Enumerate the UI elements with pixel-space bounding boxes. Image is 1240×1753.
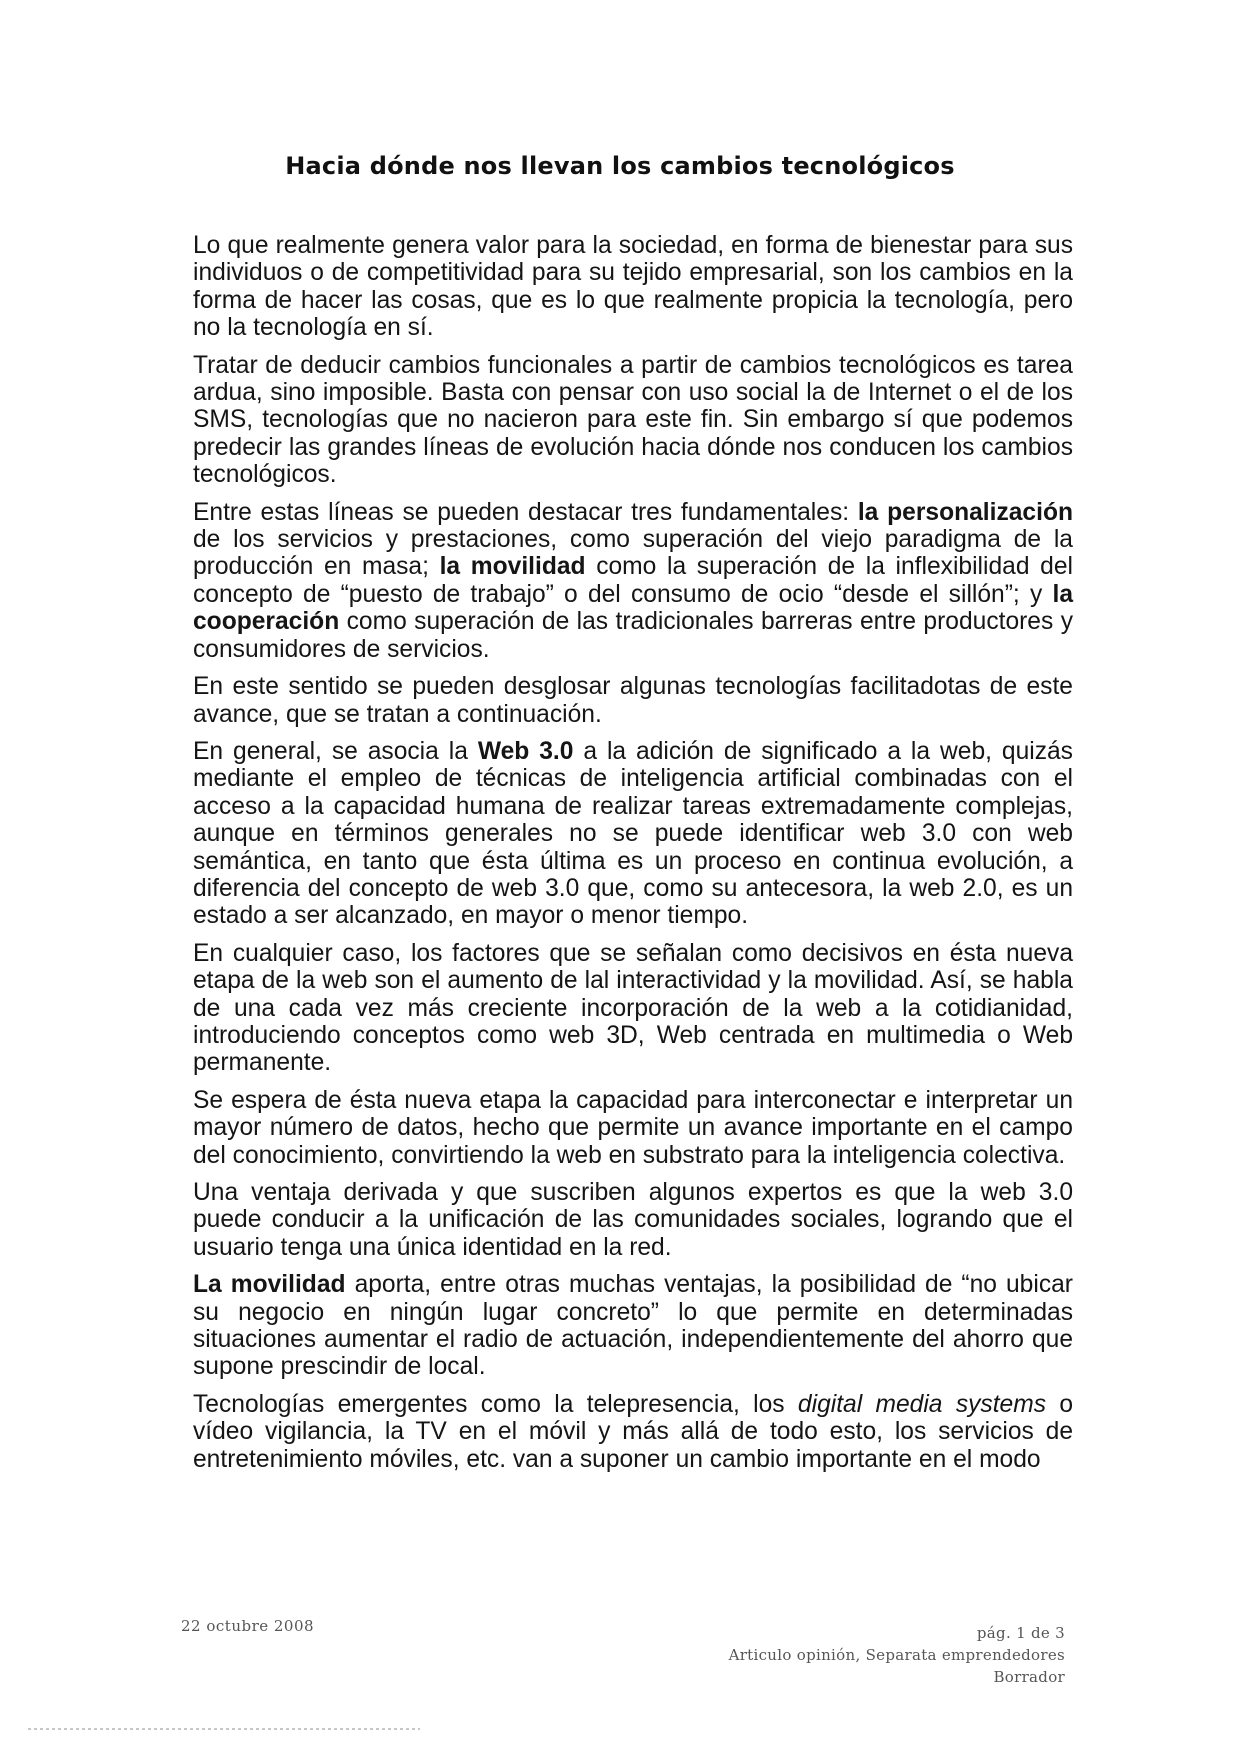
text-run: Entre estas líneas se pueden destacar tres fundamentales: bbox=[193, 498, 858, 526]
text-run: Lo que realmente genera valor para la sociedad, en forma de bienestar para sus individuos o de competitividad para su tejido empresarial, son los cambios en la forma de hacer las cosas, que es lo que realmente propicia la tecnología, pero no la tecnología en sí. bbox=[193, 232, 1073, 342]
footer-source: Articulo opinión, Separata emprendedores bbox=[728, 1646, 1065, 1664]
scan-artifact-dots bbox=[28, 1728, 420, 1730]
paragraph bbox=[193, 1087, 1073, 1169]
bold-text: La movilidad bbox=[193, 1271, 346, 1299]
footer-info bbox=[729, 1622, 1065, 1688]
text-run: como superación de las tradicionales barreras entre productores y consumidores de servicios. bbox=[193, 608, 1073, 663]
paragraph bbox=[193, 352, 1073, 489]
paragraph bbox=[193, 940, 1073, 1077]
paragraph bbox=[193, 1179, 1073, 1261]
bold-text: la personalización bbox=[857, 498, 1073, 526]
bold-text: Web 3.0 bbox=[477, 737, 574, 765]
paragraph bbox=[193, 232, 1073, 342]
paragraph bbox=[193, 1271, 1073, 1381]
text-run: Se espera de ésta nueva etapa la capacidad para interconectar e interpretar un mayor número de datos, hecho que permite un avance importante en el campo del conocimiento, convirtiendo la web en substrato para la inteligencia colectiva. bbox=[193, 1086, 1073, 1169]
footer-status: Borrador bbox=[993, 1668, 1065, 1686]
text-run: Tratar de deducir cambios funcionales a partir de cambios tecnológicos es tarea ardua, sino imposible. Basta con pensar con uso social la de Internet o el de los SMS, tecnologías que no nacieron para este fin. Sin embargo sí que podemos predecir las grandes líneas de evolución hacia dónde nos conducen los cambios tecnológicos. bbox=[193, 351, 1073, 489]
text-run: Una ventaja derivada y que suscriben algunos expertos es que la web 3.0 puede conducir a la unificación de las comunidades sociales, logrando que el usuario tenga una única identidad en la red. bbox=[193, 1179, 1073, 1261]
text-run: En este sentido se pueden desglosar algunas tecnologías facilitadotas de este avance, que se tratan a continuación. bbox=[193, 673, 1073, 728]
paragraph bbox=[193, 738, 1073, 930]
text-run: aporta, entre otras muchas ventajas, la posibilidad de “no ubicar su negocio en ningún lugar concreto” lo que permite en determinadas situaciones aumentar el radio de actuación, independientemente del ahorro que supone prescindir de local. bbox=[193, 1271, 1073, 1381]
text-run: Tecnologías emergentes como la telepresencia, los bbox=[193, 1390, 798, 1418]
text-run: como la superación de la inflexibilidad del concepto de “puesto de trabajo” o del consumo de ocio “desde el sillón”; y bbox=[193, 553, 1073, 608]
document-title: Hacia dónde nos llevan los cambios tecnológicos bbox=[285, 152, 955, 180]
bold-text: la cooperación bbox=[193, 580, 1073, 636]
paragraph bbox=[193, 1391, 1073, 1473]
article-body bbox=[193, 232, 1073, 1483]
paragraph bbox=[193, 499, 1073, 663]
italic-text: digital media systems bbox=[797, 1390, 1046, 1418]
paragraph bbox=[193, 673, 1073, 728]
text-run: a la adición de significado a la web, quizás mediante el empleo de técnicas de inteligencia artificial combinadas con el acceso a la capacidad humana de realizar tareas extremadamente complejas, aunque en términos generales no se puede identificar web 3.0 con web semántica, en tanto que ésta última es un proceso en continua evolución, a diferencia del concepto de web 3.0 que, como su antecesora, la web 2.0, es un estado a ser alcanzado, en mayor o menor tiempo. bbox=[193, 737, 1073, 930]
bold-text: la movilidad bbox=[439, 553, 586, 581]
text-run: En general, se asocia la bbox=[193, 737, 478, 765]
footer-date: 22 octubre 2008 bbox=[181, 1617, 315, 1635]
text-run: o vídeo vigilancia, la TV en el móvil y más allá de todo esto, los servicios de entretenimiento móviles, etc. van a suponer un cambio importante en el modo bbox=[193, 1390, 1074, 1473]
page-number: pág. 1 de 3 bbox=[976, 1624, 1065, 1642]
text-run: En cualquier caso, los factores que se señalan como decisivos en ésta nueva etapa de la web son el aumento de lal interactividad y la movilidad. Así, se habla de una cada vez más creciente incorporación de la web a la cotidianidad, introduciendo conceptos como web 3D, Web centrada en multimedia o Web permanente. bbox=[193, 939, 1073, 1077]
text-run: de los servicios y prestaciones, como superación del viejo paradigma de la producción en masa; bbox=[193, 526, 1073, 581]
